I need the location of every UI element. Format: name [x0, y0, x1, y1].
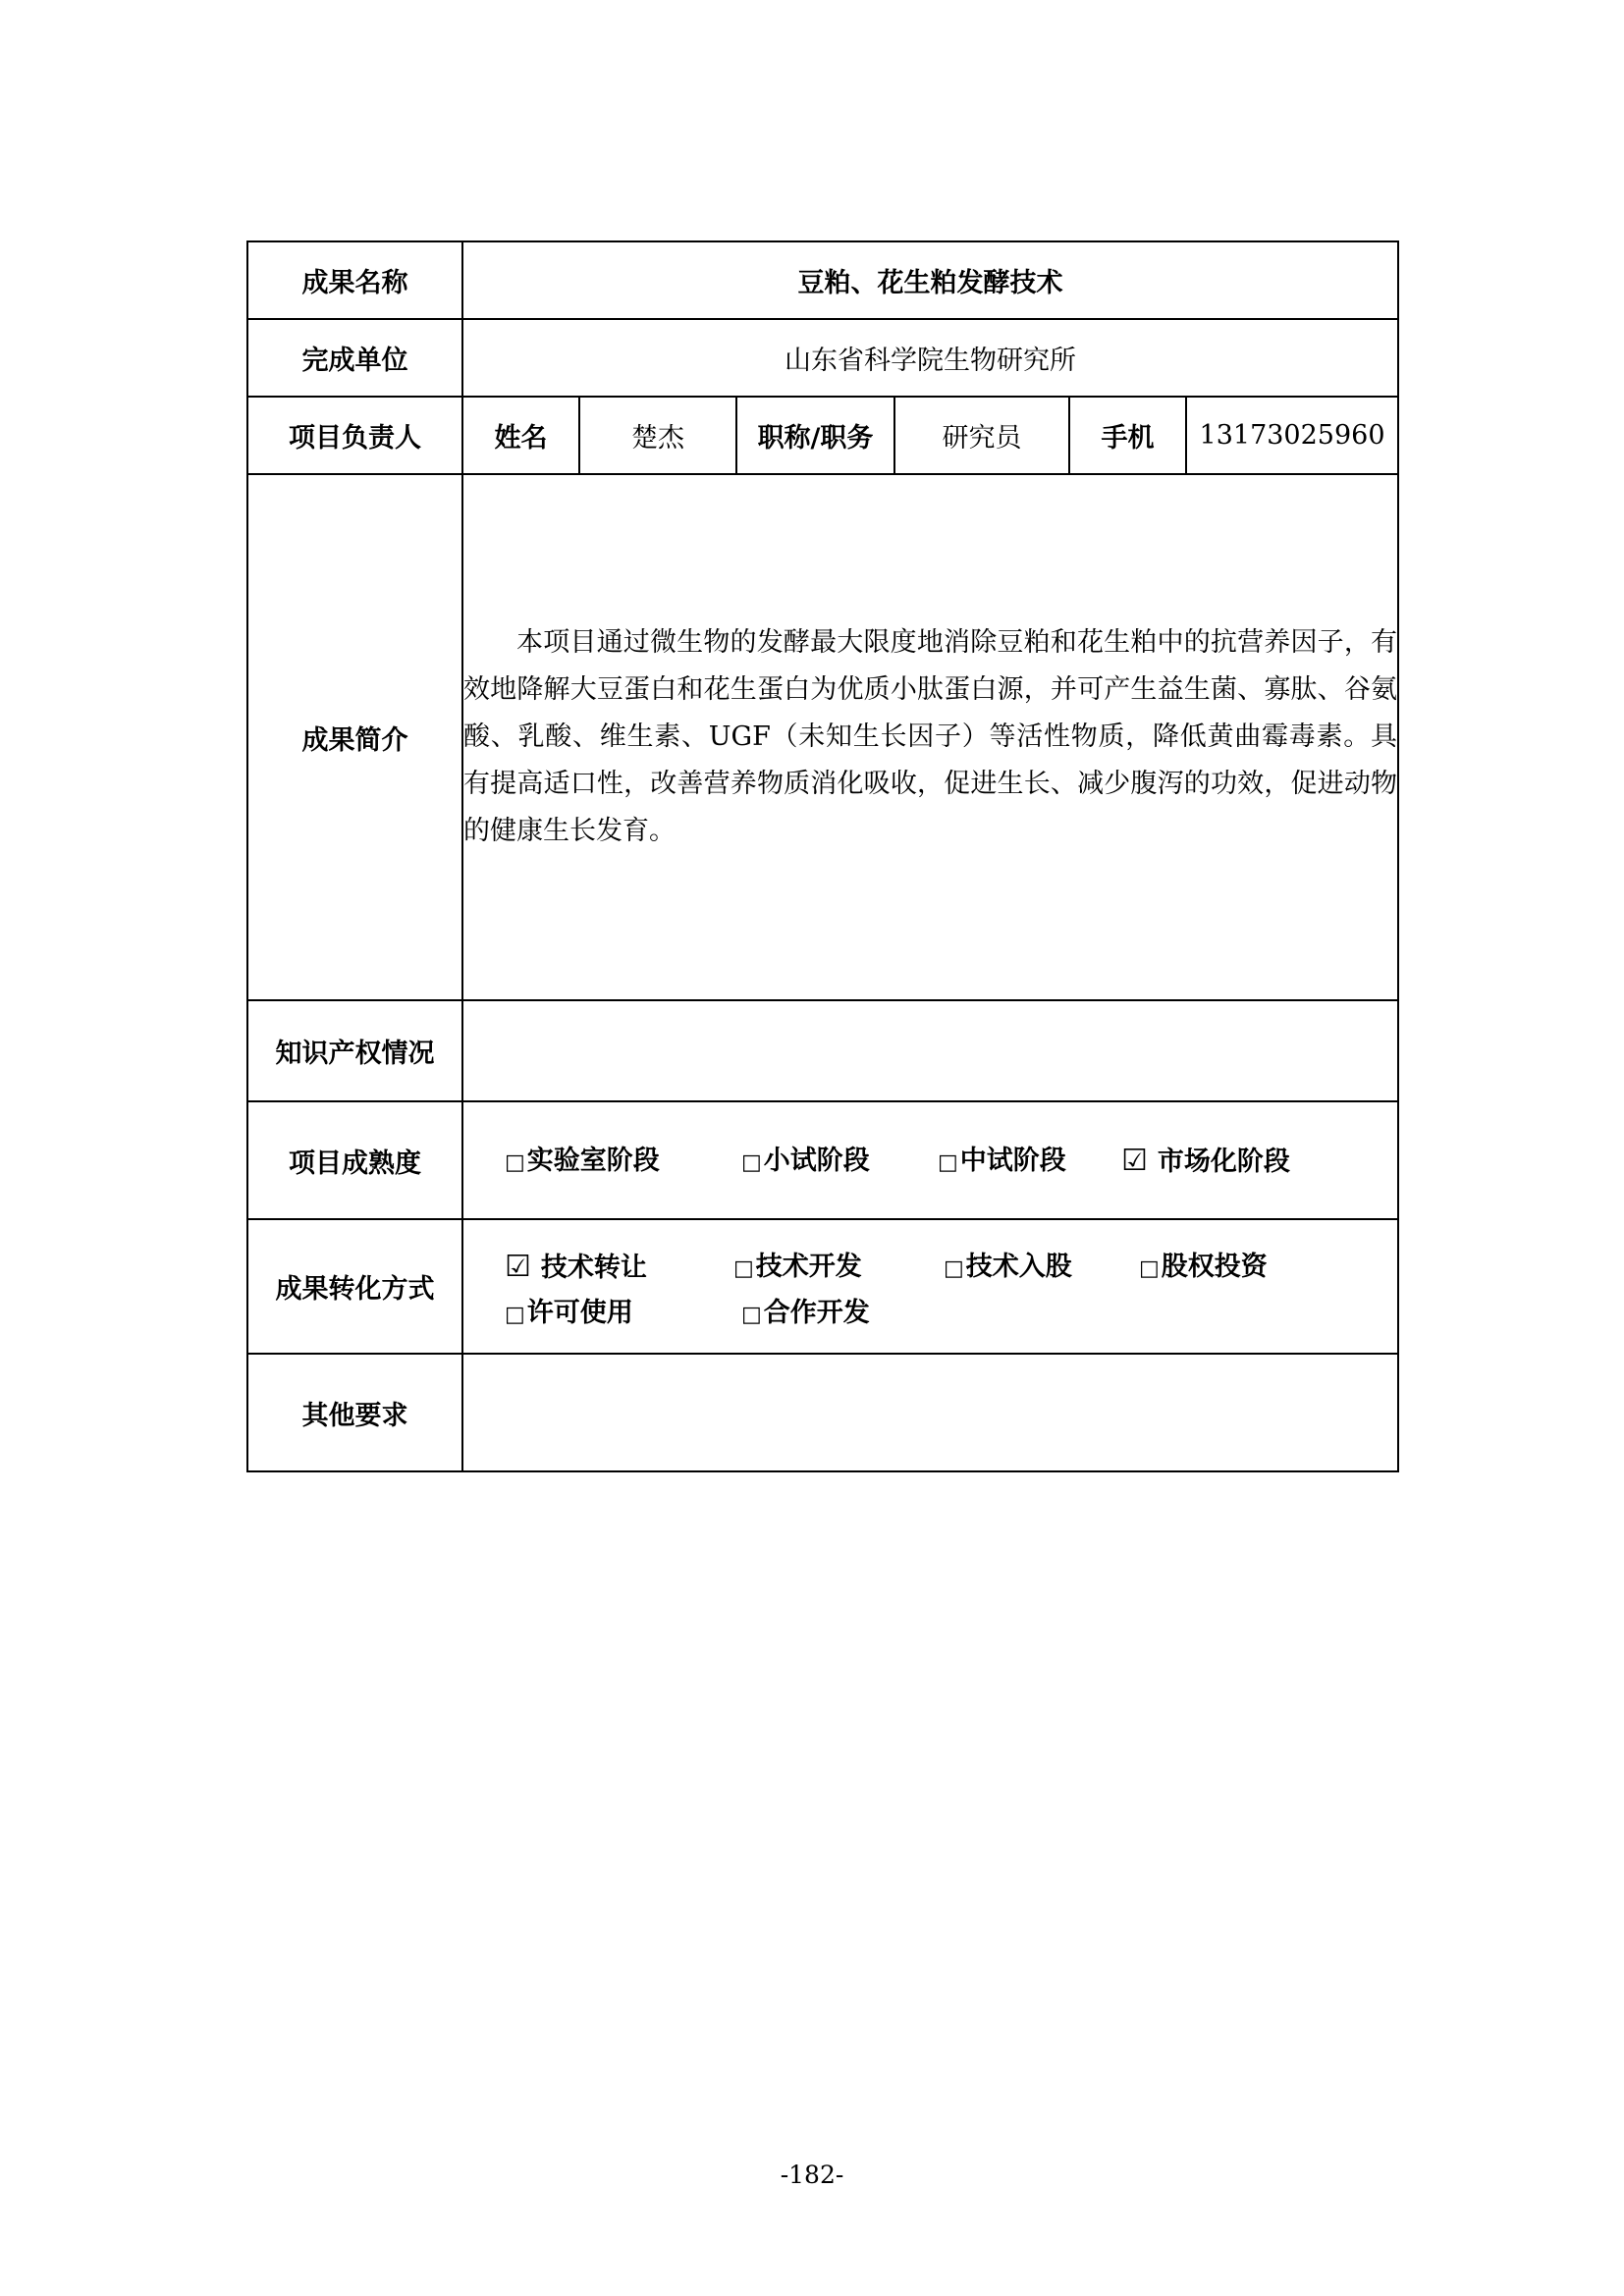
summary-cell [462, 474, 1398, 1000]
maturity-label: 项目成熟度 [247, 1101, 462, 1219]
transfer-label: 成果转化方式 [247, 1219, 462, 1354]
checkbox-checked-icon: ☑ [505, 1250, 531, 1284]
ip-status-label: 知识产权情况 [247, 1000, 462, 1101]
leader-title-label: 职称/职务 [736, 397, 894, 474]
other-requirements-label: 其他要求 [247, 1354, 462, 1471]
checkbox-unchecked-icon: □ [944, 1256, 964, 1281]
leader-name-label: 姓名 [462, 397, 579, 474]
transfer-option-cooperation[interactable]: □合作开发 [741, 1298, 870, 1328]
transfer-option-tech-equity[interactable]: □技术入股 [944, 1252, 1072, 1282]
row-ip-status [247, 1000, 1398, 1101]
row-project-leader [247, 397, 1398, 474]
ip-status-value [462, 1000, 1398, 1101]
transfer-options [462, 1219, 1398, 1354]
checkbox-unchecked-icon: □ [733, 1256, 754, 1281]
checkbox-unchecked-icon: □ [505, 1303, 525, 1327]
achievement-form [246, 240, 1399, 1472]
completion-unit-label: 完成单位 [247, 319, 462, 397]
transfer-option-tech-development[interactable]: □技术开发 [733, 1252, 862, 1282]
row-other-requirements [247, 1354, 1398, 1471]
checkbox-unchecked-icon: □ [741, 1150, 762, 1175]
leader-phone-label: 手机 [1069, 397, 1186, 474]
summary-label: 成果简介 [247, 474, 462, 1000]
leader-phone-value: 13173025960 [1186, 397, 1398, 474]
project-leader-label: 项目负责人 [247, 397, 462, 474]
achievement-name-label: 成果名称 [247, 241, 462, 319]
maturity-option-pilot-medium[interactable]: □中试阶段 [938, 1146, 1066, 1176]
transfer-option-license-transfer[interactable]: ☑ 技术转让 [505, 1250, 647, 1284]
checkbox-checked-icon: ☑ [1121, 1144, 1148, 1178]
leader-name-value: 楚杰 [579, 397, 736, 474]
checkbox-unchecked-icon: □ [938, 1150, 958, 1175]
leader-title-value: 研究员 [894, 397, 1069, 474]
checkbox-unchecked-icon: □ [505, 1150, 525, 1175]
transfer-option-equity-investment[interactable]: □股权投资 [1139, 1252, 1268, 1282]
completion-unit-value: 山东省科学院生物研究所 [462, 319, 1398, 397]
page-number: -182- [780, 2161, 844, 2189]
transfer-option-license-use[interactable]: □许可使用 [505, 1298, 633, 1328]
other-requirements-value [462, 1354, 1398, 1471]
row-summary [247, 474, 1398, 1000]
row-maturity [247, 1101, 1398, 1219]
checkbox-unchecked-icon: □ [741, 1303, 762, 1327]
summary-text: 本项目通过微生物的发酵最大限度地消除豆粕和花生粕中的抗营养因子，有效地降解大豆蛋白和花生蛋白为优质小肽蛋白源，并可产生益生菌、寡肽、谷氨酸、乳酸、维生素、UGF（未知生长因子）等活性物质，降低黄曲霉毒素。具有提高适口性，改善营养物质消化吸收，促进生长、减少腹泻的功效，促进动物的健康生长发育。 [463, 627, 1398, 846]
maturity-options [462, 1101, 1398, 1219]
maturity-option-market[interactable]: ☑ 市场化阶段 [1121, 1144, 1290, 1178]
row-achievement-name [247, 241, 1398, 319]
row-transfer [247, 1219, 1398, 1354]
maturity-option-lab[interactable]: □实验室阶段 [505, 1146, 660, 1176]
maturity-option-pilot-small[interactable]: □小试阶段 [741, 1146, 870, 1176]
achievement-name-value: 豆粕、花生粕发酵技术 [462, 241, 1398, 319]
row-completion-unit [247, 319, 1398, 397]
checkbox-unchecked-icon: □ [1139, 1256, 1160, 1281]
